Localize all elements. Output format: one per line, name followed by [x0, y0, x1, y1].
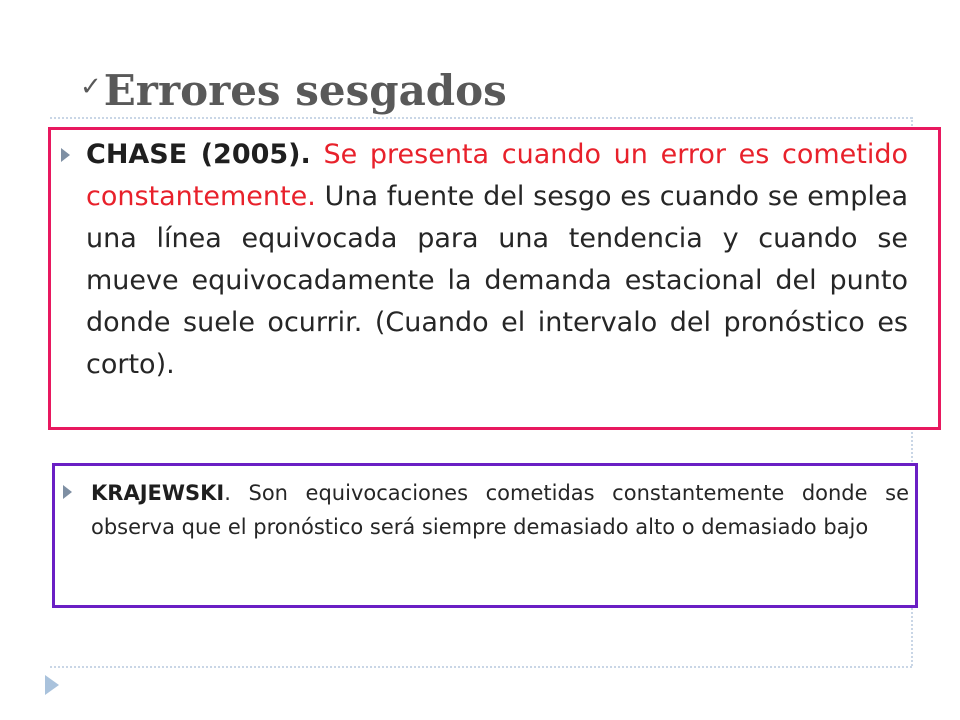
bullet-arrow-icon: [61, 148, 70, 162]
chase-highlight: Se presenta cuando un error es cometido constantemente.: [86, 139, 908, 212]
slide-title-text: Errores sesgados: [103, 66, 507, 115]
chase-definition-text: [86, 134, 908, 386]
slide-nav-chevron-icon: [45, 675, 59, 695]
checkmark-icon: ✓: [80, 72, 102, 102]
top-rule: [50, 117, 912, 119]
bottom-rule: [50, 666, 912, 668]
krajewski-definition-text: [91, 476, 909, 544]
chase-body: Una fuente del sesgo es cuando se emplea una línea equivocada para una tendencia y cuando se mueve equivocadamente la demanda estacional del punto donde suele ocurrir. (Cuando el intervalo del pronóstico es corto).: [86, 181, 908, 380]
slide-title: [80, 66, 507, 115]
krajewski-citation: KRAJEWSKI: [91, 481, 225, 505]
bullet-arrow-icon: [63, 485, 72, 499]
krajewski-body: . Son equivocaciones cometidas constantemente donde se observa que el pronóstico será siempre demasiado alto o demasiado bajo: [91, 481, 909, 539]
chase-citation: CHASE (2005).: [86, 139, 311, 170]
